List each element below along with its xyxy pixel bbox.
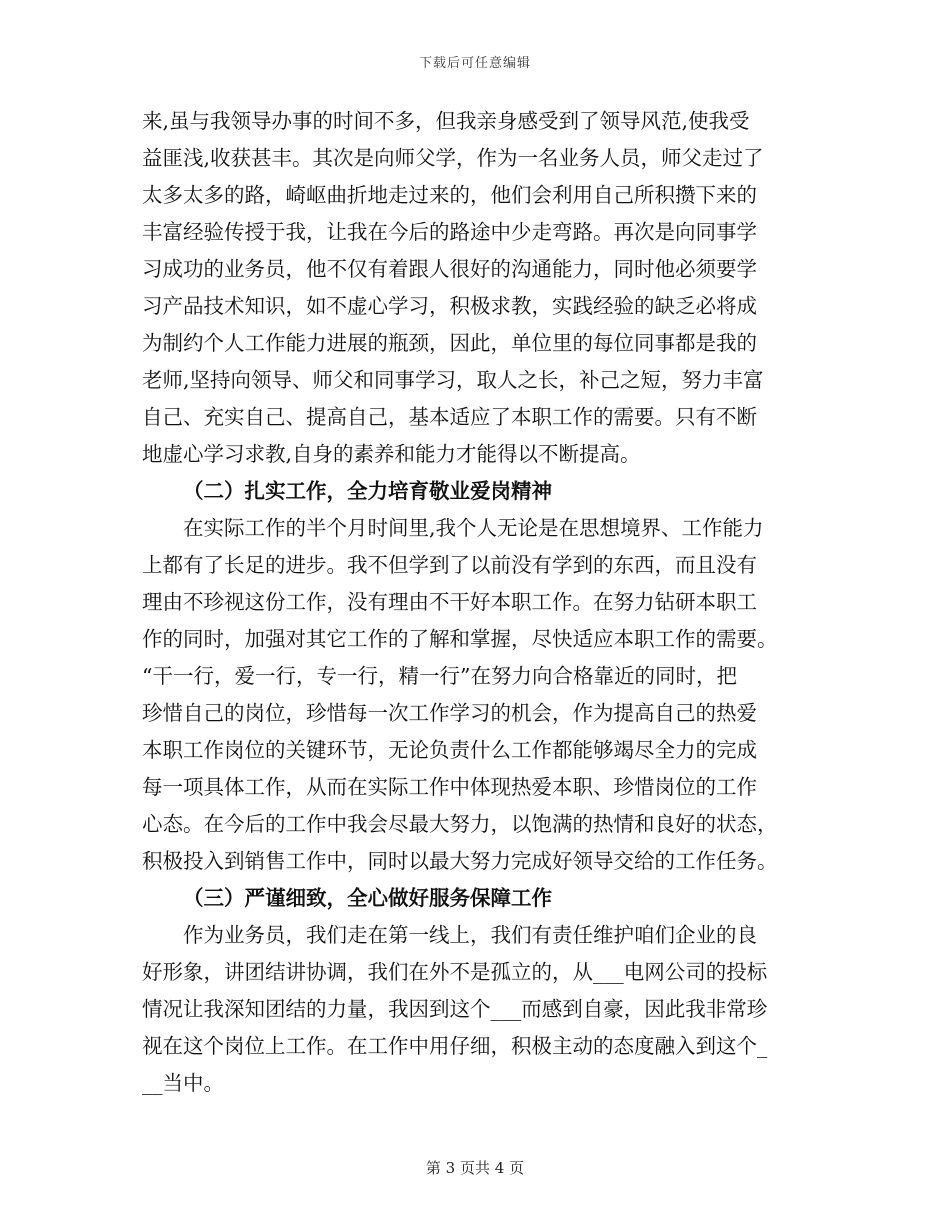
body-line: 本职工作岗位的关键环节，无论负责什么工作都能够竭尽全力的完成	[142, 738, 757, 762]
page-header: 下载后可任意编辑	[418, 56, 531, 71]
document-body	[142, 103, 810, 1102]
section-heading-3: （三）严谨细致，全心做好服务保障工作	[183, 886, 552, 910]
body-line: 每一项具体工作，从而在实际工作中体现热爱本职、珍惜岗位的工作	[142, 775, 757, 799]
body-line: 积极投入到销售工作中，同时以最大努力完成好领导交给的工作任务。	[142, 849, 778, 873]
body-line: 地虚心学习求教,自身的素养和能力才能得以不断提高。	[142, 442, 641, 466]
body-line: 习产品技术知识，如不虚心学习，积极求教，实践经验的缺乏必将成	[142, 294, 757, 318]
body-line: 为制约个人工作能力进展的瓶颈，因此，单位里的每位同事都是我的	[142, 331, 757, 355]
body-line: 情况让我深知团结的力量，我因到这个___而感到自豪，因此我非常珍	[142, 997, 768, 1021]
body-line: “干一行，爱一行，专一行，精一行”在努力向合格靠近的同时，把	[142, 664, 737, 688]
body-line: __当中。	[142, 1071, 224, 1095]
body-line: 上都有了长足的进步。我不但学到了以前没有学到的东西，而且没有	[142, 553, 757, 577]
body-line: 来,虽与我领导办事的时间不多，但我亲身感受到了领导风范,使我受	[142, 109, 750, 133]
body-line: 好形象，讲团结讲协调，我们在外不是孤立的，从___电网公司的投标	[142, 960, 768, 984]
body-line: 自己、充实自己、提高自己，基本适应了本职工作的需要。只有不断	[142, 405, 757, 429]
page-number-footer: 第 3 页共 4 页	[425, 1159, 525, 1177]
body-line: 珍惜自己的岗位，珍惜每一次工作学习的机会，作为提高自己的热爱	[142, 701, 757, 725]
body-line: 太多太多的路，崎岖曲折地走过来的，他们会利用自己所积攒下来的	[142, 183, 757, 207]
paragraph-first-line: 作为业务员，我们走在第一线上，我们有责任维护咱们企业的良	[183, 923, 757, 947]
body-line: 丰富经验传授于我，让我在今后的路途中少走弯路。再次是向同事学	[142, 220, 757, 244]
body-line: 习成功的业务员，他不仅有着跟人很好的沟通能力，同时他必须要学	[142, 257, 757, 281]
body-line: 理由不珍视这份工作，没有理由不干好本职工作。在努力钻研本职工	[142, 590, 757, 614]
paragraph-first-line: 在实际工作的半个月时间里,我个人无论是在思想境界、工作能力	[183, 516, 764, 540]
body-line: 视在这个岗位上工作。在工作中用仔细，积极主动的态度融入到这个_	[142, 1034, 768, 1058]
body-line: 心态。在今后的工作中我会尽最大努力，以饱满的热情和良好的状态，	[142, 812, 778, 836]
body-line: 作的同时，加强对其它工作的了解和掌握，尽快适应本职工作的需要。	[142, 627, 778, 651]
body-line: 老师,坚持向领导、师父和同事学习，取人之长，补己之短，努力丰富	[142, 368, 764, 392]
section-heading-2: （二）扎实工作，全力培育敬业爱岗精神	[183, 479, 552, 503]
body-line: 益匪浅,收获甚丰。其次是向师父学，作为一名业务人员，师父走过了	[142, 146, 764, 170]
